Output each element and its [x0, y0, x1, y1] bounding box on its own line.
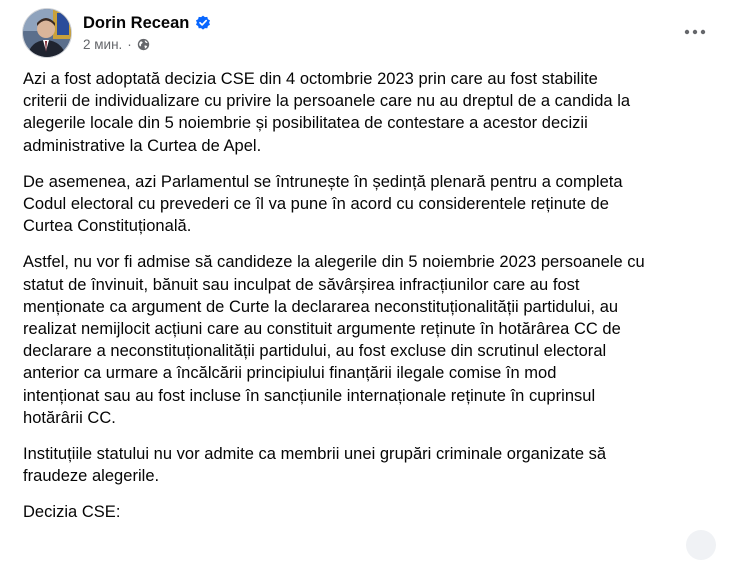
post-text-line: statut de învinuit, bănuit sau inculpat de săvârșirea infracțiunilor care au fost [23, 275, 580, 294]
more-options-button[interactable] [675, 12, 715, 52]
globe-icon[interactable] [137, 38, 150, 51]
more-horizontal-icon [684, 29, 706, 35]
post-text-line: criterii de individualizare cu privire la persoanele care nu au dreptul de a candida la [23, 92, 631, 111]
post-text-line: declarare a neconstituționalității partidului, au fost excluse din scrutinul electoral [23, 342, 607, 361]
post-timestamp[interactable]: 2 мин. [83, 37, 123, 52]
post-text-line: Azi a fost adoptată decizia CSE din 4 octombrie 2023 prin care au fost stabilite [23, 70, 598, 88]
verified-badge-icon [195, 15, 211, 31]
post-text-line: hotărârii CC. [23, 408, 116, 427]
post-text-line: realizat nemijlocit acțiuni care au constituit argumente reținute în hotărârea CC de [23, 320, 621, 339]
post-paragraph [23, 443, 723, 487]
post-text-line: Decizia CSE: [23, 503, 121, 522]
post-text [23, 68, 723, 538]
post-text-line: Curtea Constituțională. [23, 217, 192, 236]
post-text-line: alegerile locale din 5 noiembrie și posibilitatea de contestare a acestor decizii [23, 114, 588, 133]
post-text-line: intenționat sau au fost incluse în sancțiunile internaționale reținute în cuprinsul [23, 386, 596, 405]
meta-separator: · [127, 37, 132, 52]
post-paragraph [23, 68, 723, 157]
author-name[interactable]: Dorin Recean [83, 13, 190, 32]
post-text-line: Instituțiile statului nu vor admite ca membrii unei grupări criminale organizate să [23, 445, 607, 464]
post-text-line: Codul electoral cu prevederi ce îl va pune în acord cu considerentele reținute de [23, 195, 609, 214]
post-paragraph [23, 501, 723, 523]
post-paragraph [23, 251, 723, 429]
post-text-line: anterior ca urmare a încălcării principiului finanțării ilegale comise în mod [23, 364, 557, 383]
author-line [83, 12, 211, 34]
post-meta-line [83, 37, 211, 52]
post-text-line: menționate ca argument de Curte la declararea neconstituționalității partidului, au [23, 297, 619, 316]
avatar-photo [23, 9, 72, 58]
post-text-line: fraudeze alegerile. [23, 467, 160, 486]
scroll-bubble[interactable] [686, 530, 716, 560]
post-header [22, 8, 211, 58]
post-header-meta [83, 14, 211, 52]
post-text-line: De asemenea, azi Parlamentul se întrunește în ședință plenară pentru a completa [23, 172, 623, 191]
post-paragraph [23, 171, 723, 238]
avatar[interactable] [22, 8, 72, 58]
post-text-line: Astfel, nu vor fi admise să candideze la alegerile din 5 noiembrie 2023 persoanele cu [23, 253, 645, 272]
post-text-line: administrative la Curtea de Apel. [23, 136, 262, 155]
